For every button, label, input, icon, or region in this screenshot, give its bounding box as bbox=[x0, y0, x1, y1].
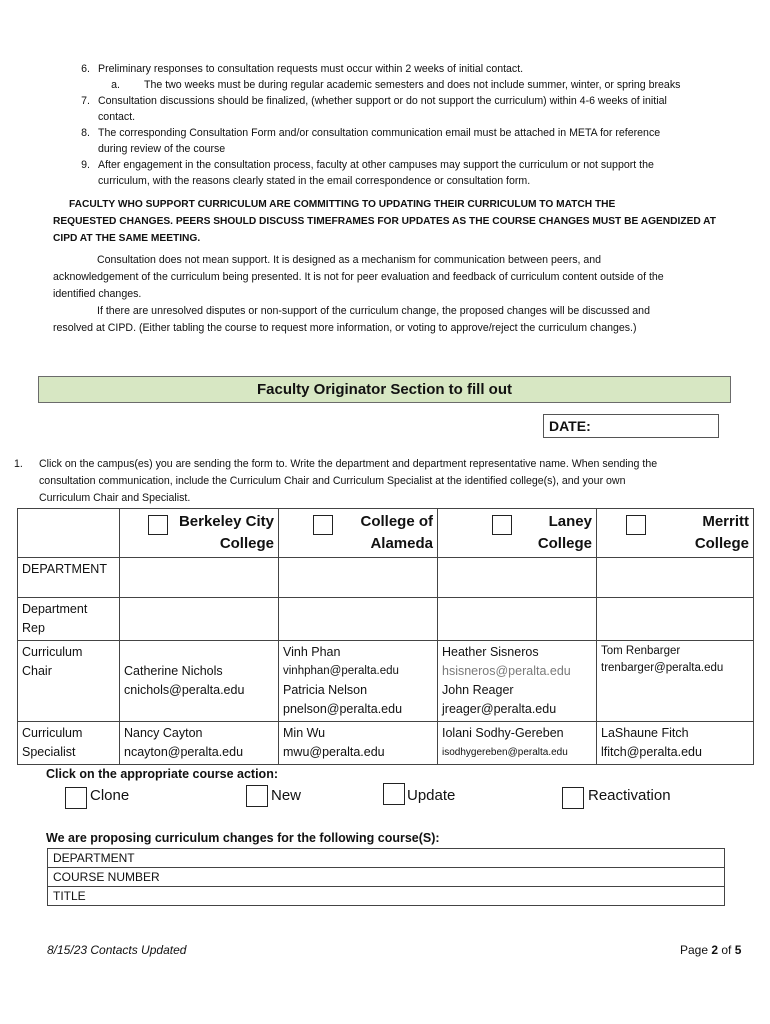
contact-name: Catherine Nichols bbox=[124, 664, 223, 678]
section-banner: Faculty Originator Section to fill out bbox=[38, 376, 731, 403]
alameda-checkbox[interactable] bbox=[313, 515, 333, 535]
reactivation-label: Reactivation bbox=[588, 787, 671, 804]
page-prefix: Page bbox=[680, 943, 712, 957]
list-text: The two weeks must be during regular academic semesters and does not include summer, winter, or spring breaks bbox=[144, 79, 681, 91]
para-line: resolved at CIPD. (Either tabling the course to request more information, or voting to approve/reject the curriculum changes.) bbox=[53, 322, 637, 334]
specialist-cell bbox=[279, 722, 438, 765]
notice-line: REQUESTED CHANGES. PEERS SHOULD DISCUSS TIMEFRAMES FOR UPDATES AS THE COURSE CHANGES MUST BE AGENDIZED AT bbox=[53, 216, 716, 227]
list-number: 6. bbox=[81, 63, 90, 75]
table-row bbox=[18, 509, 754, 558]
course-field-number[interactable]: COURSE NUMBER bbox=[48, 868, 725, 887]
page-current: 2 bbox=[711, 943, 719, 957]
table-row bbox=[18, 558, 754, 598]
row-label bbox=[18, 722, 120, 765]
numbered-list bbox=[70, 62, 740, 192]
college-name: Alameda bbox=[370, 535, 433, 552]
table-row bbox=[48, 887, 725, 906]
row-label-line: Curriculum bbox=[22, 645, 83, 659]
contact-email: cnichols@peralta.edu bbox=[124, 683, 245, 697]
clone-checkbox[interactable] bbox=[65, 787, 87, 809]
contact-email: vinhphan@peralta.edu bbox=[283, 665, 399, 677]
instruction-line: Curriculum Chair and Specialist. bbox=[39, 492, 191, 504]
date-field[interactable]: DATE: bbox=[543, 414, 719, 438]
clone-label: Clone bbox=[90, 787, 130, 804]
list-number: a. bbox=[111, 79, 120, 91]
list-text: Preliminary responses to consultation requests must occur within 2 weeks of initial contact. bbox=[98, 63, 524, 75]
department-cell[interactable] bbox=[438, 558, 597, 598]
course-field-department[interactable]: DEPARTMENT bbox=[48, 849, 725, 868]
contact-name: Nancy Cayton bbox=[124, 726, 203, 740]
rep-cell[interactable] bbox=[438, 598, 597, 641]
row-label bbox=[18, 641, 120, 722]
header-blank-cell bbox=[18, 509, 120, 558]
table-row bbox=[18, 641, 754, 722]
contact-name: John Reager bbox=[442, 683, 514, 697]
notice bbox=[53, 196, 743, 247]
table-row bbox=[48, 868, 725, 887]
list-text: Consultation discussions should be finalized, (whether support or do not support the curriculum) within 4-6 weeks of initial bbox=[98, 95, 667, 107]
specialist-cell bbox=[438, 722, 597, 765]
para-line: identified changes. bbox=[53, 288, 142, 300]
list-text: during review of the course bbox=[98, 143, 226, 155]
update-label: Update bbox=[407, 787, 456, 804]
college-header-berkeley bbox=[120, 509, 279, 558]
contact-email: hsisneros@peralta.edu bbox=[442, 664, 571, 678]
list-number: 8. bbox=[81, 127, 90, 139]
contact-name: LaShaune Fitch bbox=[601, 726, 689, 740]
list-text: contact. bbox=[98, 111, 136, 123]
row-label-line: Specialist bbox=[22, 745, 76, 759]
instruction bbox=[14, 456, 754, 507]
course-action-label: Click on the appropriate course action: bbox=[46, 767, 278, 781]
contact-email: isodhygereben@peralta.edu bbox=[442, 747, 568, 758]
table-row bbox=[18, 598, 754, 641]
chair-cell bbox=[597, 641, 754, 722]
notice-line: CIPD AT THE SAME MEETING. bbox=[53, 233, 201, 244]
specialist-cell bbox=[597, 722, 754, 765]
college-name: Laney bbox=[548, 513, 592, 530]
table-row bbox=[48, 849, 725, 868]
department-cell[interactable] bbox=[279, 558, 438, 598]
laney-checkbox[interactable] bbox=[492, 515, 512, 535]
department-cell[interactable] bbox=[120, 558, 279, 598]
rep-cell[interactable] bbox=[597, 598, 754, 641]
contact-name: Min Wu bbox=[283, 726, 326, 740]
contact-name: Iolani Sodhy-Gereben bbox=[442, 726, 564, 740]
reactivation-checkbox[interactable] bbox=[562, 787, 584, 809]
contact-name: Vinh Phan bbox=[283, 645, 341, 659]
page-total: 5 bbox=[734, 943, 742, 957]
contact-email: pnelson@peralta.edu bbox=[283, 702, 403, 716]
instruction-number: 1. bbox=[14, 458, 23, 470]
notice-line: FACULTY WHO SUPPORT CURRICULUM ARE COMMITTING TO UPDATING THEIR CURRICULUM TO MATCH THE bbox=[69, 199, 616, 210]
table-row bbox=[18, 722, 754, 765]
footer-note: 8/15/23 Contacts Updated bbox=[47, 943, 187, 957]
chair-cell bbox=[279, 641, 438, 722]
contact-email: mwu@peralta.edu bbox=[283, 745, 385, 759]
contact-name: Patricia Nelson bbox=[283, 683, 368, 697]
page-of: of bbox=[718, 943, 735, 957]
berkeley-checkbox[interactable] bbox=[148, 515, 168, 535]
college-header-laney bbox=[438, 509, 597, 558]
department-cell[interactable] bbox=[597, 558, 754, 598]
instruction-line: consultation communication, include the Curriculum Chair and Curriculum Specialist at the identified college(s), and your own bbox=[39, 475, 626, 487]
merritt-checkbox[interactable] bbox=[626, 515, 646, 535]
contact-email: trenbarger@peralta.edu bbox=[601, 662, 724, 674]
college-name: Berkeley City bbox=[178, 513, 274, 530]
list-text: curriculum, with the reasons clearly stated in the email correspondence or consultation form. bbox=[98, 175, 531, 187]
list-number: 9. bbox=[81, 159, 90, 171]
course-field-title[interactable]: TITLE bbox=[48, 887, 725, 906]
row-label-line: Chair bbox=[22, 664, 52, 678]
new-checkbox[interactable] bbox=[246, 785, 268, 807]
new-label: New bbox=[271, 787, 302, 804]
course-table bbox=[47, 848, 725, 906]
campus-table bbox=[17, 508, 754, 765]
college-name: College bbox=[537, 535, 592, 552]
college-name: College bbox=[694, 535, 749, 552]
college-name: Merritt bbox=[702, 513, 749, 530]
college-name: College bbox=[219, 535, 274, 552]
college-name: College of bbox=[360, 513, 433, 530]
instruction-line: Click on the campus(es) you are sending the form to. Write the department and department representative name. When sending the bbox=[39, 458, 658, 470]
row-label-line: Curriculum bbox=[22, 726, 83, 740]
update-checkbox[interactable] bbox=[383, 783, 405, 805]
college-header-alameda bbox=[279, 509, 438, 558]
proposal-label: We are proposing curriculum changes for the following course(S): bbox=[46, 831, 440, 845]
consultation-paragraph bbox=[53, 252, 753, 337]
contact-name: Heather Sisneros bbox=[442, 645, 539, 659]
chair-cell bbox=[120, 641, 279, 722]
contact-email: lfitch@peralta.edu bbox=[601, 745, 702, 759]
para-line: If there are unresolved disputes or non-support of the curriculum change, the proposed changes will be discussed and bbox=[97, 305, 650, 317]
rep-cell[interactable] bbox=[120, 598, 279, 641]
list-text: The corresponding Consultation Form and/or consultation communication email must be attached in META for reference bbox=[98, 127, 661, 139]
rep-cell[interactable] bbox=[279, 598, 438, 641]
para-line: acknowledgement of the curriculum being presented. It is not for peer evaluation and feedback of curriculum content outside of the bbox=[53, 271, 664, 283]
row-label-line: Department bbox=[22, 602, 88, 616]
chair-cell bbox=[438, 641, 597, 722]
specialist-cell bbox=[120, 722, 279, 765]
contact-email: jreager@peralta.edu bbox=[442, 702, 557, 716]
list-number: 7. bbox=[81, 95, 90, 107]
list-text: After engagement in the consultation process, faculty at other campuses may support the curriculum or not support the bbox=[98, 159, 654, 171]
para-line: Consultation does not mean support. It is designed as a mechanism for communication between peers, and bbox=[97, 254, 602, 266]
page-number bbox=[680, 943, 741, 957]
college-header-merritt bbox=[597, 509, 754, 558]
row-label-line: Rep bbox=[22, 621, 45, 635]
row-label bbox=[18, 598, 120, 641]
row-label: DEPARTMENT bbox=[18, 558, 120, 598]
contact-email: ncayton@peralta.edu bbox=[124, 745, 244, 759]
contact-name: Tom Renbarger bbox=[601, 645, 681, 657]
